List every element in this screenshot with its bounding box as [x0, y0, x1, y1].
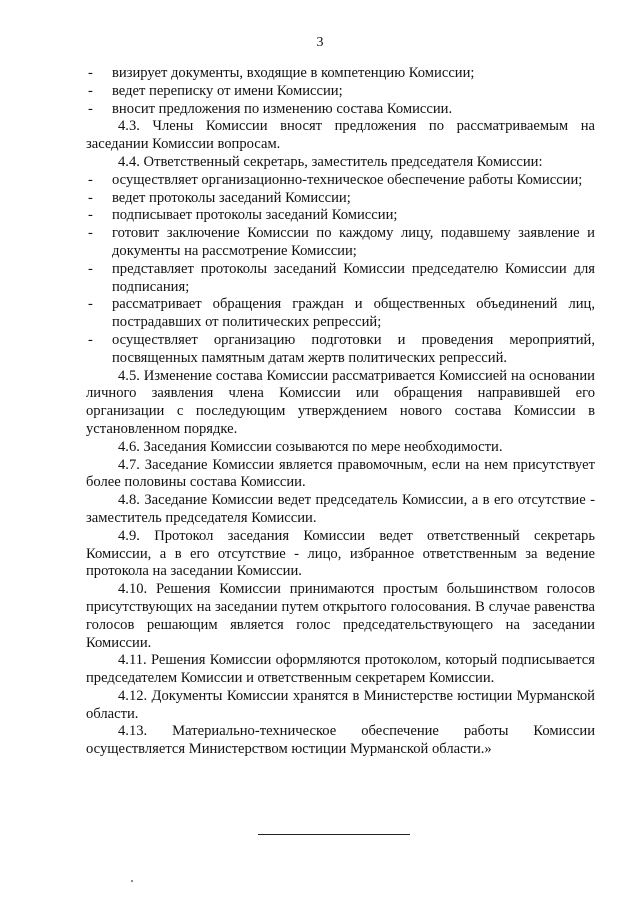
list-item — [86, 332, 595, 368]
list-item-text: рассматривает обращения граждан и общественных объединений лиц, пострадавших от политических репрессий; — [112, 296, 595, 331]
bullet-marker: - — [88, 189, 93, 206]
paragraph: 4.3. Члены Комиссии вносят предложения по рассматриваемым на заседании Комиссии вопросам. — [86, 118, 595, 153]
bullet-marker: - — [88, 207, 93, 224]
bullet-marker: - — [88, 82, 93, 99]
end-divider-line — [258, 834, 410, 835]
list-item — [86, 207, 595, 225]
bullet-marker: - — [88, 100, 93, 117]
paragraph: 4.4. Ответственный секретарь, заместитель председателя Комиссии: — [118, 153, 543, 170]
list-item-text: вносит предложения по изменению состава Комиссии. — [112, 100, 453, 117]
paragraph: 4.6. Заседания Комиссии созываются по мере необходимости. — [118, 438, 503, 455]
list-item — [86, 296, 595, 332]
paragraph: 4.7. Заседание Комиссии является правомочным, если на нем присутствует более половины состава Комиссии. — [86, 456, 595, 491]
paragraph: 4.5. Изменение состава Комиссии рассматривается Комиссией на основании личного заявления члена Комиссии или обращения направившей его организации с последующим утверждением нового состава Комиссии в установленном порядке. — [86, 367, 595, 437]
list-item — [86, 172, 595, 190]
paragraph: 4.10. Решения Комиссии принимаются простым большинством голосов присутствующих на заседании путем открытого голосования. В случае равенства голосов решающим является голос председательствующего на заседании Комиссии. — [86, 581, 595, 651]
paragraph: 4.9. Протокол заседания Комиссии ведет ответственный секретарь Комиссии, а в его отсутствие - лицо, избранное ответственным за ведение протокола на заседании Комиссии. — [86, 527, 595, 580]
list-item-text: подписывает протоколы заседаний Комиссии; — [112, 207, 398, 224]
list-item — [86, 83, 595, 101]
list-item-text: представляет протоколы заседаний Комиссии председателю Комиссии для подписания; — [112, 260, 595, 295]
list-item — [86, 190, 595, 208]
paragraph: 4.8. Заседание Комиссии ведет председатель Комиссии, а в его отсутствие - заместитель председателя Комиссии. — [86, 492, 595, 526]
list-item — [86, 65, 595, 83]
paragraph: 4.11. Решения Комиссии оформляются протоколом, который подписывается председателем Комиссии и ответственным секретарем Комиссии. — [86, 652, 595, 687]
bullet-marker: - — [88, 260, 93, 277]
paragraph: 4.13. Материально-техническое обеспечение работы Комиссии осуществляется Министерством юстиции Мурманской области.» — [86, 723, 595, 758]
bullet-marker: - — [88, 65, 93, 81]
list-item-text: ведет переписку от имени Комиссии; — [112, 82, 343, 99]
bullet-marker: - — [88, 296, 93, 313]
list-item-text: готовит заключение Комиссии по каждому лицу, подавшему заявление и документы на рассмотрение Комиссии; — [112, 225, 595, 259]
list-item — [86, 261, 595, 297]
bullet-marker: - — [88, 225, 93, 242]
list-item — [86, 101, 595, 119]
list-item — [86, 225, 595, 261]
list-item-text: ведет протоколы заседаний Комиссии; — [112, 189, 351, 206]
bullet-marker: - — [88, 331, 93, 348]
list-item-text: визирует документы, входящие в компетенцию Комиссии; — [112, 65, 475, 81]
list-item-text: осуществляет организацию подготовки и проведения мероприятий, посвященных памятным датам жертв политических репрессий. — [112, 331, 595, 366]
document-body — [86, 65, 595, 759]
scan-speck — [131, 880, 133, 882]
list-item-text: осуществляет организационно-техническое обеспечение работы Комиссии; — [112, 171, 583, 188]
paragraph: 4.12. Документы Комиссии хранятся в Министерстве юстиции Мурманской области. — [86, 687, 595, 722]
page-number: 3 — [316, 35, 324, 50]
bullet-marker: - — [88, 171, 93, 188]
